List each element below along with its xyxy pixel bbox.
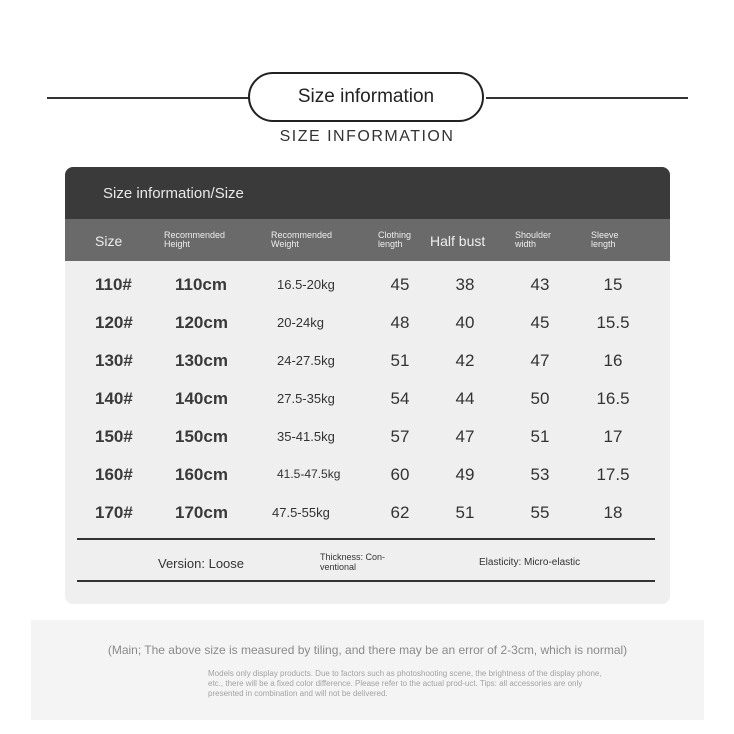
cell-weight: 35-41.5kg xyxy=(277,429,335,444)
cell-height: 140cm xyxy=(175,389,228,408)
cell-sleeve-length: 15 xyxy=(603,275,623,294)
cell-clothing-length: 48 xyxy=(390,313,410,332)
table-row xyxy=(65,303,670,341)
title-rule-left xyxy=(47,97,250,99)
cell-size: 160# xyxy=(95,465,133,484)
elasticity-info: Elasticity: Micro-elastic xyxy=(479,557,581,568)
cell-half-bust: 47 xyxy=(455,427,475,446)
color-disclaimer: Models only display products. Due to factors such as photoshooting scene, the brightness of the display phone, etc., there will be a fixed color difference. Please refer to the actual prod-uct. Tips: all accessories are only presented in combination and will not be delivered. xyxy=(208,669,602,698)
cell-height: 110cm xyxy=(175,275,227,294)
cell-sleeve-length: 15.5 xyxy=(596,313,630,332)
header-clothing-length: Clothing length xyxy=(378,230,412,249)
cell-sleeve-length: 18 xyxy=(603,503,623,522)
cell-sleeve-length: 17.5 xyxy=(596,465,630,484)
cell-weight: 20-24kg xyxy=(277,315,324,330)
table-row xyxy=(65,265,670,303)
cell-sleeve-length: 16.5 xyxy=(596,389,630,408)
cell-shoulder-width: 45 xyxy=(530,313,550,332)
header-half-bust: Half bust xyxy=(430,233,486,249)
size-table-card xyxy=(65,167,670,604)
measurement-note: (Main; The above size is measured by tiling, and there may be an error of 2-3cm, which is normal) xyxy=(107,643,628,657)
cell-clothing-length: 60 xyxy=(390,465,410,484)
table-header-row xyxy=(65,219,670,261)
header-recommended-height: Recommended Height xyxy=(164,230,226,249)
cell-height: 170cm xyxy=(175,503,228,522)
table-row xyxy=(65,379,670,417)
cell-weight: 27.5-35kg xyxy=(277,391,335,406)
table-row xyxy=(65,341,670,379)
cell-size: 140# xyxy=(95,389,133,408)
cell-clothing-length: 45 xyxy=(390,275,410,294)
header-shoulder-width: Shoulder width xyxy=(515,230,552,249)
cell-shoulder-width: 51 xyxy=(530,427,550,446)
cell-sleeve-length: 17 xyxy=(603,427,623,446)
cell-shoulder-width: 50 xyxy=(530,389,550,408)
cell-clothing-length: 51 xyxy=(390,351,410,370)
cell-weight: 41.5-47.5kg xyxy=(277,467,341,481)
thickness-info: Thickness: Con-ventional xyxy=(320,552,386,572)
header-recommended-weight: Recommended Weight xyxy=(271,230,333,249)
table-row xyxy=(65,417,670,455)
cell-height: 160cm xyxy=(175,465,228,484)
page-subtitle: SIZE INFORMATION xyxy=(279,128,455,145)
cell-sleeve-length: 16 xyxy=(603,351,623,370)
table-row xyxy=(65,493,670,531)
header-sleeve-length: Sleeve length xyxy=(591,230,619,249)
cell-shoulder-width: 47 xyxy=(530,351,550,370)
cell-half-bust: 49 xyxy=(455,465,475,484)
cell-half-bust: 51 xyxy=(455,503,475,522)
cell-shoulder-width: 43 xyxy=(530,275,550,294)
cell-clothing-length: 54 xyxy=(390,389,410,408)
cell-size: 150# xyxy=(95,427,133,446)
version-info: Version: Loose xyxy=(158,556,245,571)
cell-half-bust: 38 xyxy=(455,275,475,294)
cell-half-bust: 42 xyxy=(455,351,475,370)
table-caption: Size information/Size xyxy=(103,185,244,202)
table-caption-bar xyxy=(65,167,670,219)
disclaimer-box xyxy=(31,620,704,720)
cell-height: 120cm xyxy=(175,313,228,332)
cell-size: 130# xyxy=(95,351,133,370)
page-title xyxy=(248,72,484,122)
cell-weight: 24-27.5kg xyxy=(277,353,335,368)
cell-size: 170# xyxy=(95,503,133,522)
title-rule-right xyxy=(486,97,688,99)
page-title-text: Size information xyxy=(297,86,435,107)
divider-bottom xyxy=(77,580,655,582)
cell-size: 110# xyxy=(95,275,132,294)
cell-half-bust: 40 xyxy=(455,313,475,332)
divider-top xyxy=(77,538,655,540)
cell-clothing-length: 57 xyxy=(390,427,410,446)
cell-shoulder-width: 53 xyxy=(530,465,550,484)
cell-half-bust: 44 xyxy=(455,389,475,408)
cell-weight: 47.5-55kg xyxy=(272,505,330,520)
cell-weight: 16.5-20kg xyxy=(277,277,335,292)
cell-clothing-length: 62 xyxy=(390,503,410,522)
cell-shoulder-width: 55 xyxy=(530,503,550,522)
header-size: Size xyxy=(95,233,123,249)
table-row xyxy=(65,455,670,493)
cell-height: 130cm xyxy=(175,351,228,370)
cell-height: 150cm xyxy=(175,427,228,446)
cell-size: 120# xyxy=(95,313,133,332)
